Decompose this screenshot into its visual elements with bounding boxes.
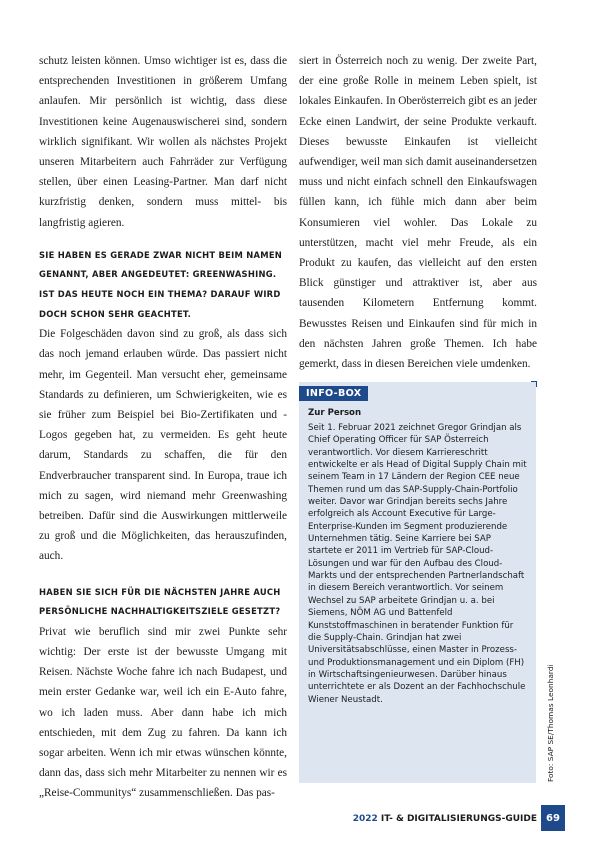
info-box — [299, 382, 536, 783]
footer-guide-title: IT- & DIGITALISIERUNGS-GUIDE — [380, 814, 537, 824]
right-column — [299, 51, 537, 387]
page-number: 69 — [541, 805, 565, 831]
info-box-heading: Zur Person — [308, 408, 362, 418]
body-paragraph: Die Folgeschäden davon sind zu groß, als dass sich das noch jemand erlauben würde. Das passiert nicht mehr, im Gegenteil. Man versucht eher, gemeinsame Standards zu definieren, um Schwierigkeiten, wie es sie früher zum Beispiel bei Bio-Zertifikaten und -Logos gegeben hat, zu vermeiden. Es geht heute darum, Standards zu schaffen, die für den Endverbraucher transparent sind. In Europa, traue ich mich zu sagen, wird niemand mehr Greenwashing betreiben. Dafür sind die Auswirkungen mittlerweile zu groß und die Möglichkeiten, das herauszufinden, auch. — [39, 328, 287, 563]
photo-credit: Foto: SAP SE/Thomas Leonhardi — [546, 664, 555, 782]
page-footer — [353, 814, 537, 824]
info-box-body: Seit 1. Februar 2021 zeichnet Gregor Grindjan als Chief Operating Officer für SAP Österreich verantwortlich. Vor diesem Karriereschritt entwickelte er als Head of Digital Supply Chain mit seinem Team in 17 Ländern der Region CEE neue Themen rund um das SAP-Supply-Chain-Portfolio weiter. Davor war Grindjan bereits sechs Jahre erfolgreich als Account Executive für Large-Enterprise-Kunden im Segment produzierende Unternehmen tätig. Seine Karriere bei SAP startete er 2011 im Vertrieb für SAP-Cloud-Lösungen und war für den Aufbau des Cloud-Markts und der entsprechenden Partnerlandschaft in diesem Bereich verantwortlich. Vor seinem Wechsel zu SAP arbeitete Grindjan u. a. bei Siemens, NÖM AG und Battenfeld Kunststoffmaschinen in beratender Funktion für die Supply-Chain. Grindjan hat zwei Universitätsabschlüsse, einen Master in Prozess- und Produktionsmanagement und ein Diplom (FH) in Wirtschaftsingenieurwesen. Darüber hinaus unterrichtete er als Dozent an der Fachhochschule Wiener Neustadt. — [308, 423, 527, 705]
body-paragraph-end — [299, 51, 537, 374]
body-paragraph-text: siert in Österreich noch zu wenig. Der zweite Part, der eine große Rolle in meinem Leben spielt, ist lokales Einkaufen. In Oberösterreich gibt es an jeder Ecke einen Landwirt, der seine Produkte verkauft. Dieses bewusste Einkaufen ist vielleicht aufwendiger, weil man sich damit auseinandersetzen muss und nicht einfach schnell den Einkaufswagen füllen kann, ich fühle mich dann aber beim Konsumieren viel wohler. Das Lokale zu unterstützen, macht viel mehr Freude, als ein Produkt zu kaufen, das vielleicht auf den ersten Blick günstiger und attraktiver ist, aber aus tausenden Kilometern Entfernung kommt. Bewusstes Reisen und Einkaufen sind für mich in den nächsten Jahren große Themen. Ich habe gemerkt, dass in diesen Bereichen viele umdenken. — [299, 55, 537, 371]
body-paragraph: schutz leisten können. Umso wichtiger ist es, dass die entsprechenden Investitionen in größerem Umfang anlaufen. Mir persönlich ist wichtig, dass diese Investitionen keine Augenauswischerei sind, sondern wirklich signifikant. Wir wollen als nächstes Projekt unseren Mitarbeitern auch Fahrräder zur Verfügung stellen, über einen Leasing-Partner. Man darf nicht kurzfristig denken, sondern muss mittel- bis langfristig agieren. — [39, 55, 287, 229]
info-box-label: INFO-BOX — [299, 386, 368, 401]
footer-year: 2022 — [352, 814, 378, 824]
interview-question: SIE HABEN ES GERADE ZWAR NICHT BEIM NAMEN GENANNT, ABER ANGEDEUTET: GREENWASHING. IST DAS HEUTE NOCH EIN THEMA? DARAUF WIRD DOCH SCHON SEHR GEACHTET. — [39, 249, 283, 319]
body-paragraph: Privat wie beruflich sind mir zwei Punkte sehr wichtig: Der erste ist der bewusste Umgang mit Reisen. Nächste Woche fahre ich nach Budapest, und mein erster Gedanke war, weil ich ein E-Auto fahre, wo ich laden muss. Aber dann habe ich mich entschieden, mit dem Zug zu fahren. Da kann ich sogar arbeiten. Wenn ich mir etwas wünschen könnte, dann das, dass sich mehr Mitarbeiter zu nennen wir es „Reise-Communitys“ zusammenschließen. Das pas- — [39, 625, 287, 800]
left-column — [39, 51, 287, 804]
interview-question: HABEN SIE SICH FÜR DIE NÄCHSTEN JAHRE AUCH PERSÖNLICHE NACHHALTIGKEITSZIELE GESETZT? — [39, 586, 281, 617]
